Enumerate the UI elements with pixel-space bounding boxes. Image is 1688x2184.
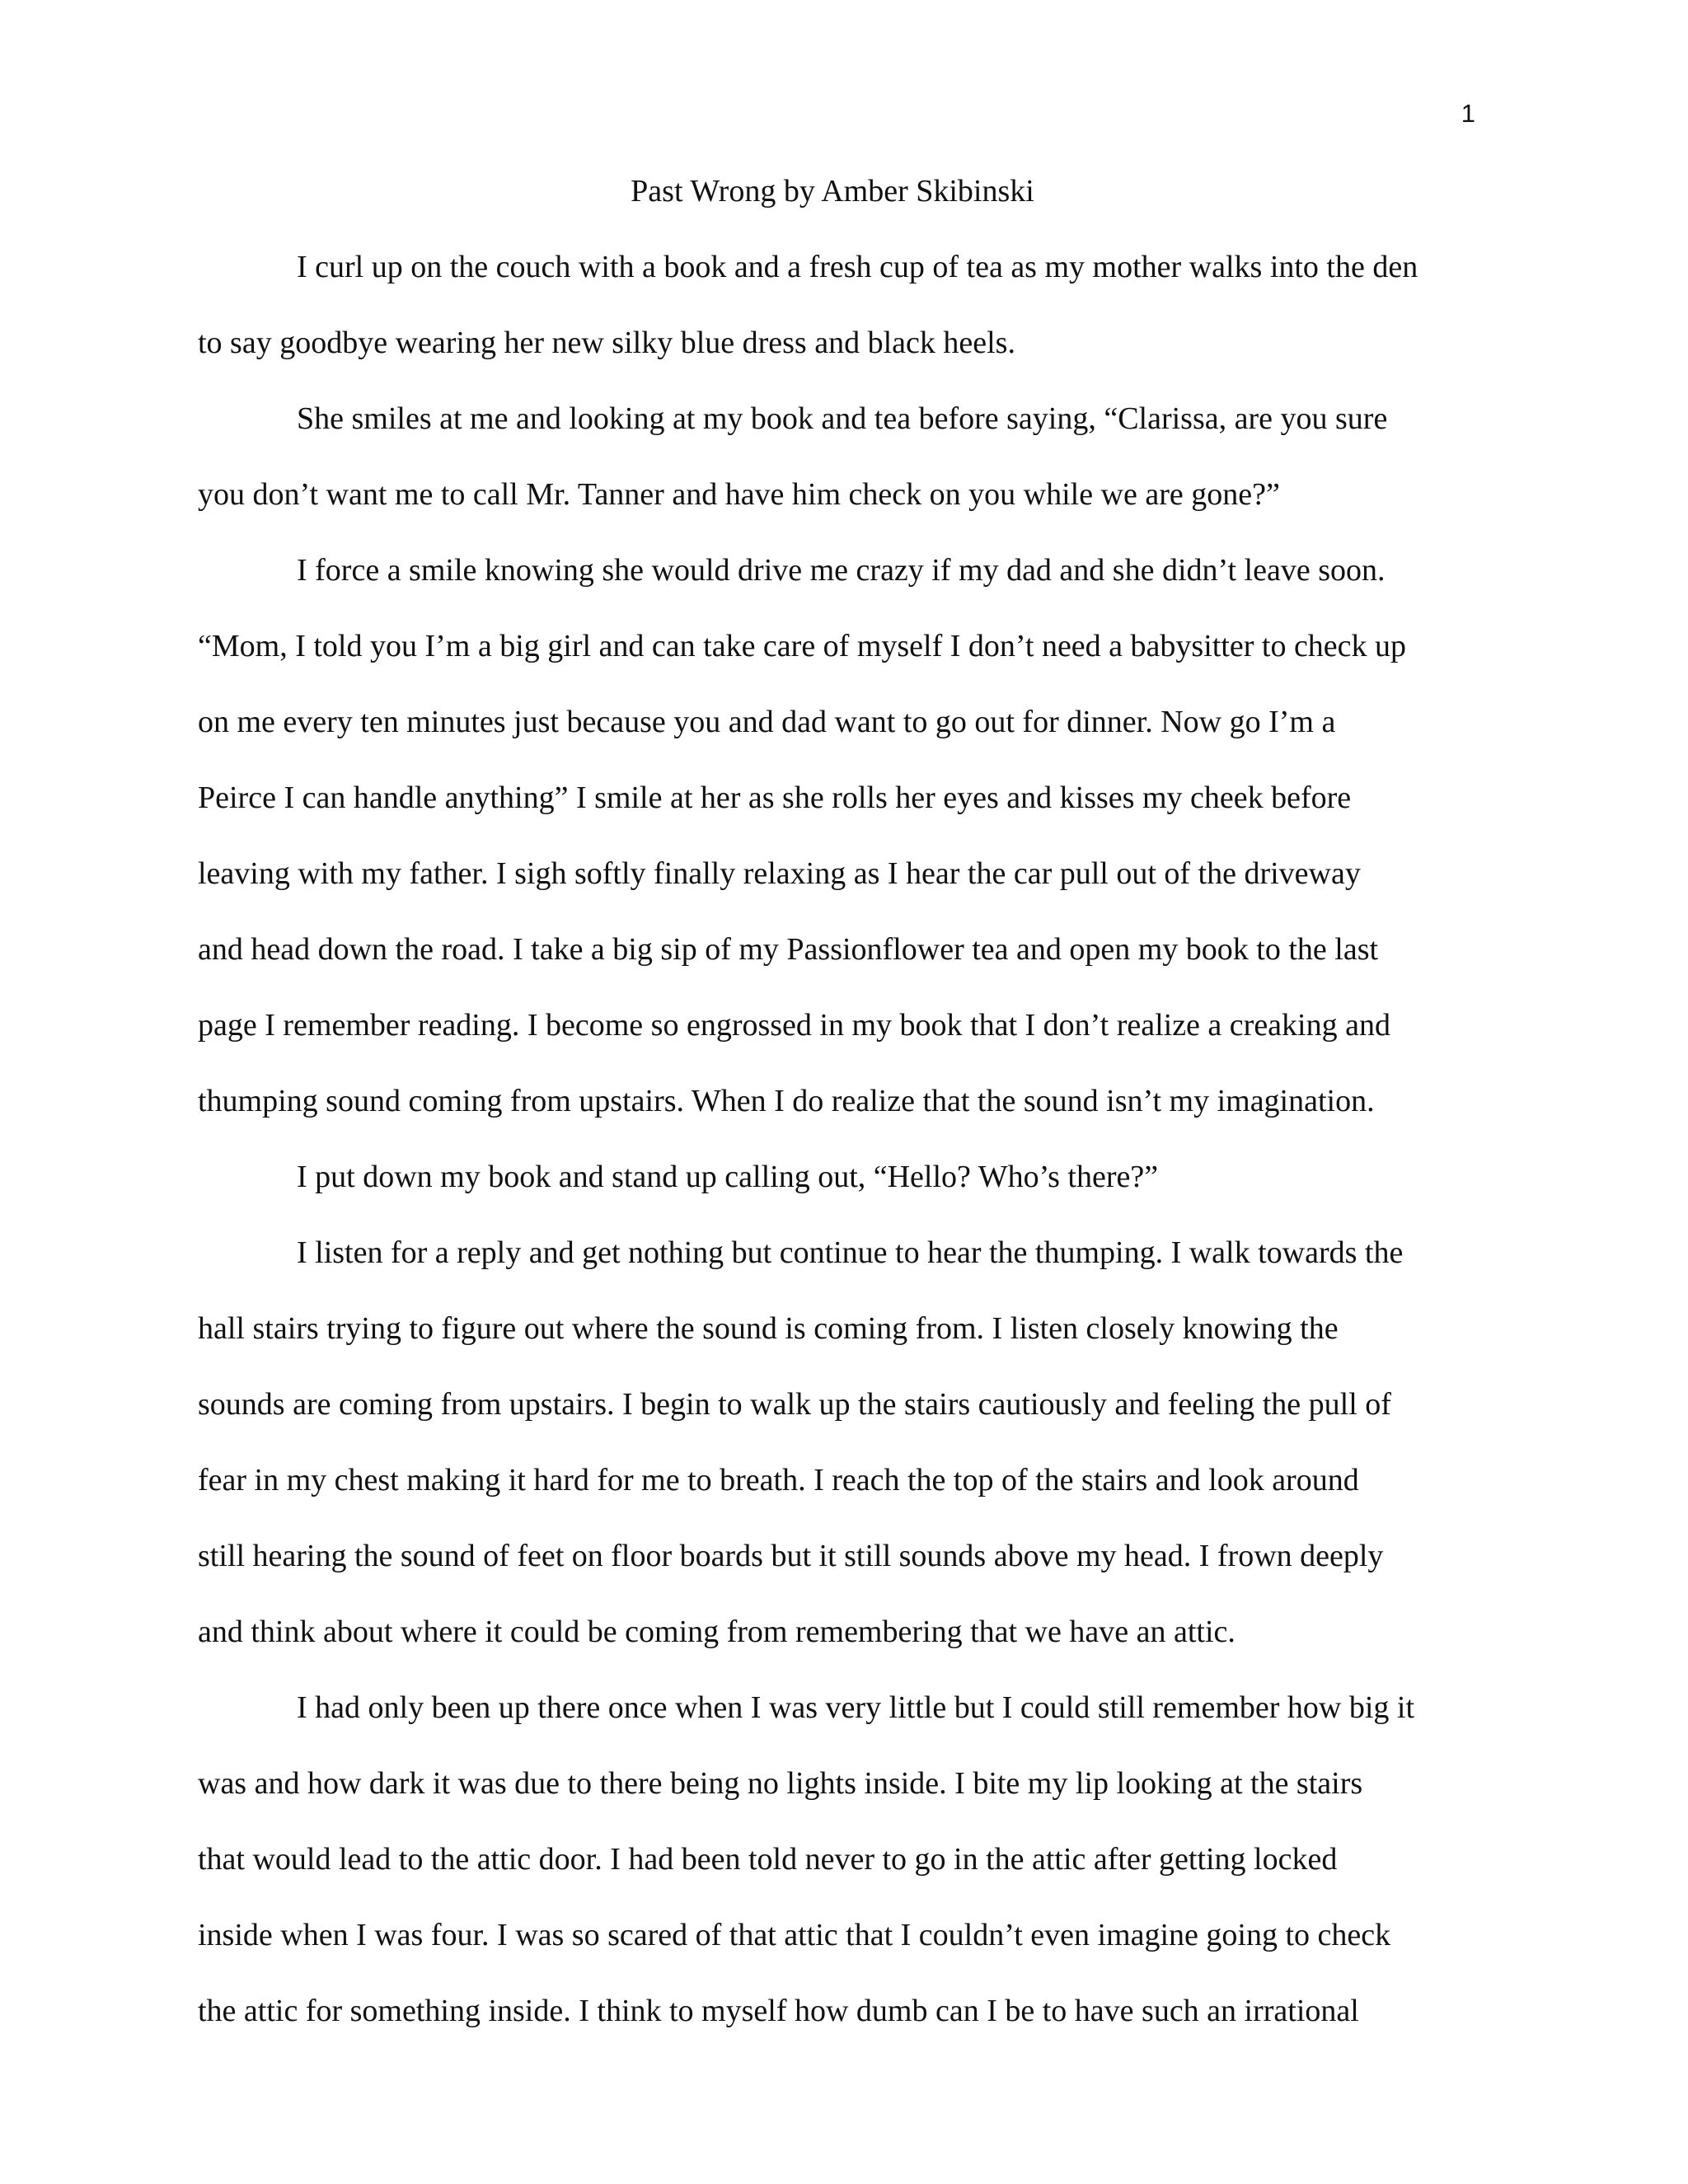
text-line: hall stairs trying to figure out where the sound is coming from. I listen closely knowing the — [198, 1311, 1339, 1346]
story-title: Past Wrong by Amber Skibinski — [631, 174, 1034, 209]
text-line: and head down the road. I take a big sip of my Passionflower tea and open my book to the last — [198, 932, 1379, 967]
text-line: sounds are coming from upstairs. I begin to walk up the stairs cautiously and feeling the pull of — [198, 1387, 1391, 1422]
text-line: I curl up on the couch with a book and a fresh cup of tea as my mother walks into the den — [297, 250, 1418, 284]
text-line: the attic for something inside. I think to myself how dumb can I be to have such an irrational — [198, 1994, 1359, 2028]
text-line: She smiles at me and looking at my book and tea before saying, “Clarissa, are you sure — [297, 401, 1388, 436]
text-line: to say goodbye wearing her new silky blue dress and black heels. — [198, 326, 1015, 360]
text-line: I listen for a reply and get nothing but continue to hear the thumping. I walk towards the — [297, 1235, 1404, 1270]
text-line: I put down my book and stand up calling out, “Hello? Who’s there?” — [297, 1160, 1159, 1194]
text-line: I force a smile knowing she would drive me crazy if my dad and she didn’t leave soon. — [297, 553, 1386, 588]
text-line: and think about where it could be coming from remembering that we have an attic. — [198, 1615, 1236, 1649]
text-line: Peirce I can handle anything” I smile at her as she rolls her eyes and kisses my cheek before — [198, 780, 1352, 815]
text-line: fear in my chest making it hard for me to breath. I reach the top of the stairs and look around — [198, 1463, 1359, 1497]
text-line: still hearing the sound of feet on floor boards but it still sounds above my head. I frown deeply — [198, 1539, 1384, 1573]
text-line: “Mom, I told you I’m a big girl and can take care of myself I don’t need a babysitter to check up — [198, 629, 1407, 663]
text-line: thumping sound coming from upstairs. When I do realize that the sound isn’t my imagination. — [198, 1084, 1375, 1118]
text-line: was and how dark it was due to there being no lights inside. I bite my lip looking at the stairs — [198, 1766, 1363, 1801]
text-line: on me every ten minutes just because you and dad want to go out for dinner. Now go I’m a — [198, 705, 1336, 739]
text-line: page I remember reading. I become so engrossed in my book that I don’t realize a creaking and — [198, 1008, 1390, 1043]
text-line: you don’t want me to call Mr. Tanner and have him check on you while we are gone?” — [198, 477, 1280, 512]
text-line: leaving with my father. I sigh softly finally relaxing as I hear the car pull out of the driveway — [198, 856, 1361, 891]
text-line: inside when I was four. I was so scared of that attic that I couldn’t even imagine going to check — [198, 1918, 1391, 1952]
page-number: 1 — [1461, 99, 1475, 128]
text-line: I had only been up there once when I was very little but I could still remember how big it — [297, 1690, 1415, 1725]
text-line: that would lead to the attic door. I had been told never to go in the attic after getting locked — [198, 1842, 1338, 1877]
